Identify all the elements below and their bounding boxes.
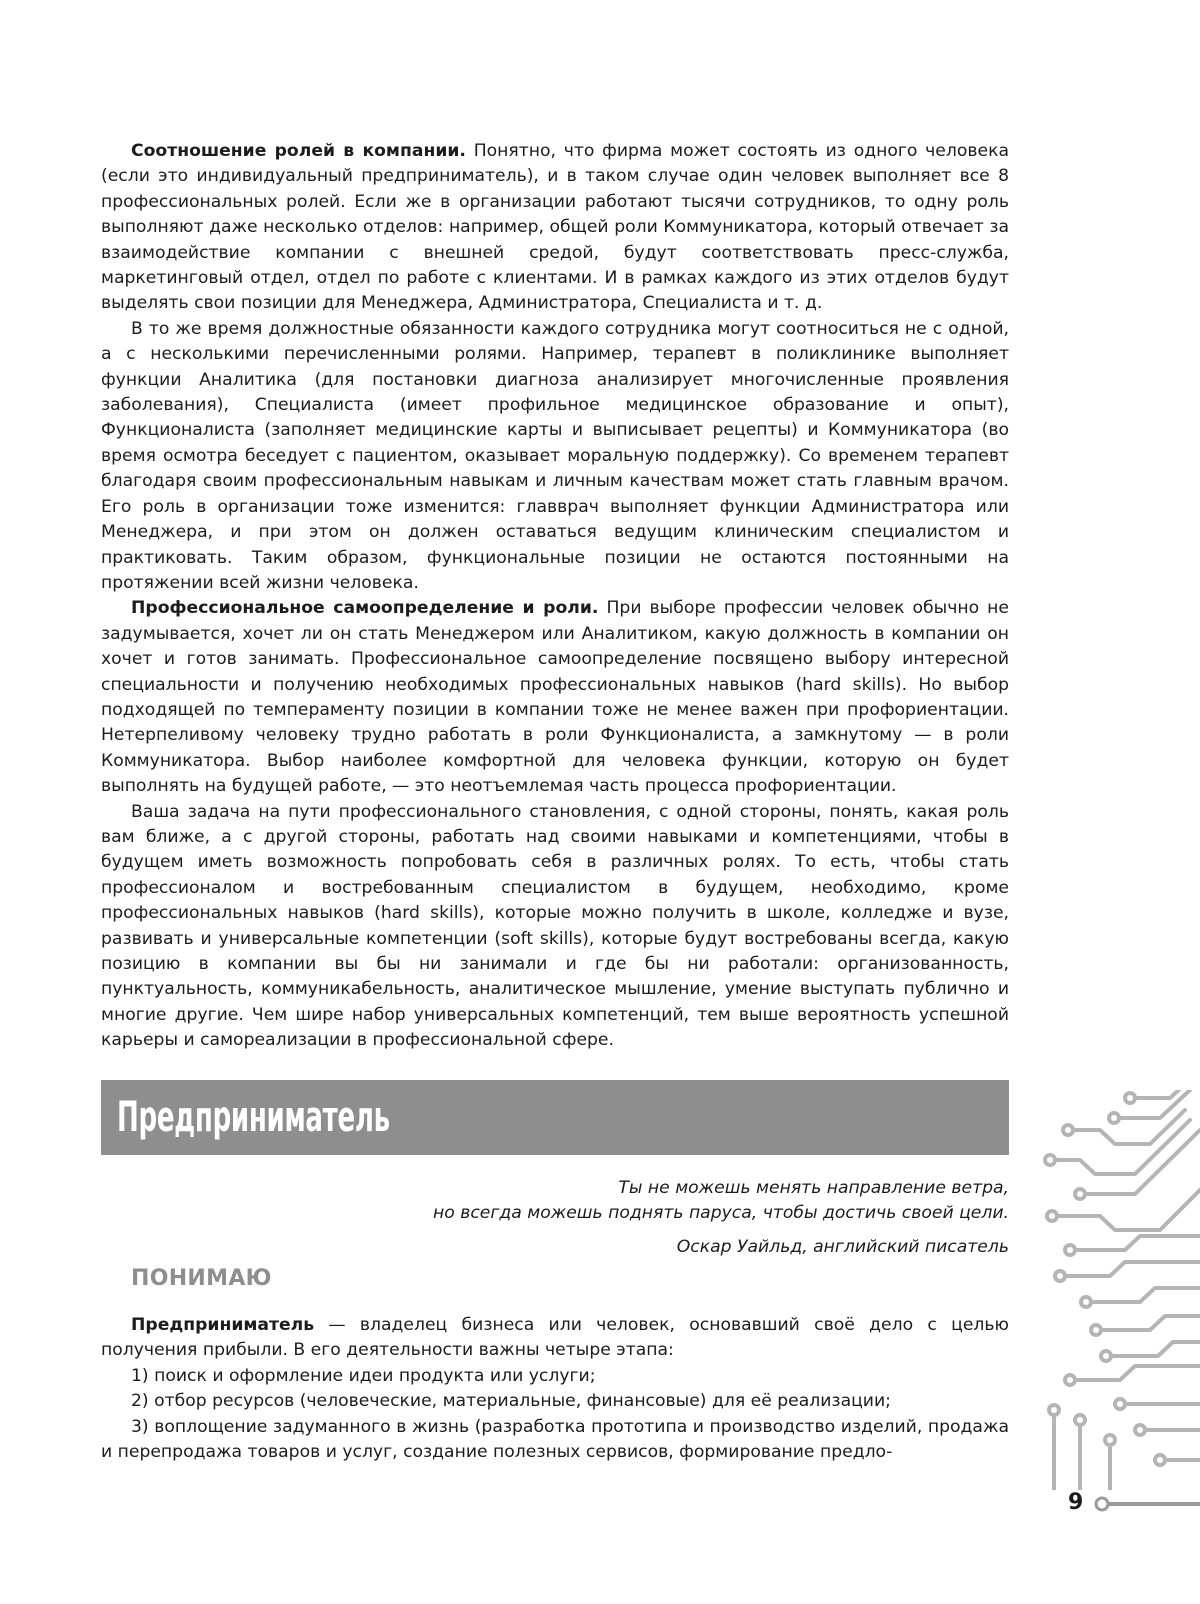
definition-text: — владелец бизнеса или человек, основавший своё дело с целью получения прибыли. В его деятельности важны четыре этапа: xyxy=(101,1315,1009,1361)
subheading-understand: ПОНИМАЮ xyxy=(131,1266,272,1291)
epigraph-author: Оскар Уайльд, английский писатель xyxy=(676,1236,1009,1257)
list-item: 3) воплощение задуманного в жизнь (разработка прототипа и производство изделий, продажа и перепродажа товаров и услуг, создание полезных сервисов, формирование предло- xyxy=(101,1416,1009,1463)
paragraph-roles-ratio xyxy=(101,139,1009,317)
list-item: 2) отбор ресурсов (человеческие, материальные, финансовые) для её реализации; xyxy=(131,1391,891,1412)
paragraph-your-task xyxy=(101,800,1009,1054)
paragraph-heading: Соотношение ролей в компании. xyxy=(131,141,466,161)
paragraph-heading: Профессиональное самоопределение и роли. xyxy=(131,598,599,619)
page-number-marker-icon xyxy=(1092,1492,1200,1516)
paragraph-text: В то же время должностные обязанности каждого сотрудника могут соотноситься не с одной, а с несколькими перечисленными ролями. Например, терапевт в поликлинике выполняет функции Аналитика (для постановки диагноза анализирует многочисленные проявления заболевания), Специалиста (имеет профильное медицинское образование и опыт), Функционалиста (заполняет медицинские карты и выписывает рецепты) и Коммуникатора (во время осмотра беседует с пациентом, оказывает моральную поддержку). Со временем терапевт благодаря своим профессиональным навыкам и личным качествам может стать главным врачом. Его роль в организации тоже изменится: главврач выполняет функции Администратора или Менеджера, и при этом он должен оставаться ведущим клиническим специалистом и практиковать. Таким образом, функциональные позиции не остаются постоянными на протяжении всей жизни человека. xyxy=(101,318,1009,593)
paragraph-text: Ваша задача на пути профессионального становления, с одной стороны, понять, какая роль вам ближе, а с другой стороны, работать над своими навыками и компетенциями, чтобы в будущем иметь возможность попробовать себя в различных ролях. То есть, чтобы стать профессионалом и востребованным специалистом в будущем, необходимо, кроме профессиональных навыков (hard skills), которые можно получить в школе, колледже и вузе, развивать и универсальные компетенции (soft skills), которые будут востребованы всегда, какую позицию в компании вы бы ни занимали и где бы ни работали: организованность, пунктуальность, коммуникабельность, аналитическое мышление, умение выступать публично и многие другие. Чем шире набор универсальных компетенций, тем выше вероятность успешной карьеры и самореализации в профессиональной сфере. xyxy=(101,801,1009,1051)
epigraph-line: Ты не можешь менять направление ветра, xyxy=(618,1178,1009,1198)
paragraph-text: При выборе профессии человек обычно не задумывается, хочет ли он стать Менеджером или Аналитиком, какую должность в компании он хочет и готов занимать. Профессиональное самоопределение посвящено выбору интересной специальности и получению необходимых профессиональных навыков (hard skills). Но выбор подходящей по темпераменту позиции в компании тоже не менее важен при профориентации. Нетерпеливому человеку трудно работать в роли Функционалиста, а замкнутому — в роли Коммуникатора. Выбор наиболее комфортной для человека функции, которую он будет выполнять на будущей работе, — это неотъемлемая часть процесса профориентации. xyxy=(101,598,1009,797)
epigraph xyxy=(309,1176,1009,1260)
definition-term: Предприниматель xyxy=(131,1315,315,1335)
definition-paragraph xyxy=(101,1313,1009,1364)
paragraph-self-determination xyxy=(101,596,1009,799)
section-banner xyxy=(101,1080,1009,1155)
epigraph-line: но всегда можешь поднять паруса, чтобы достичь своей цели. xyxy=(432,1203,1009,1224)
page-number: 9 xyxy=(1068,1490,1084,1515)
paragraph-duties xyxy=(101,317,1009,596)
body-text-top xyxy=(101,139,1009,1054)
body-text-bottom xyxy=(101,1313,1009,1465)
paragraph-text: Понятно, что фирма может состоять из одного человека (если это индивидуальный предприниматель), и в таком случае один человек выполняет все 8 профессиональных ролей. Если же в организации работают тысячи сотрудников, то одну роль выполняют даже несколько отделов: например, общей роли Коммуникатора, который отвечает за взаимодействие компании с внешней средой, будут соответствовать пресс-служба, маркетинговый отдел, отдел по работе с клиентами. И в рамках каждого из этих отделов будут выделять свои позиции для Менеджера, Администратора, Специалиста и т. д. xyxy=(101,141,1009,314)
circuit-decoration-icon xyxy=(1040,1090,1200,1490)
banner-title: Предприниматель xyxy=(117,1092,390,1141)
list-item: 1) поиск и оформление идеи продукта или услуги; xyxy=(131,1365,596,1386)
